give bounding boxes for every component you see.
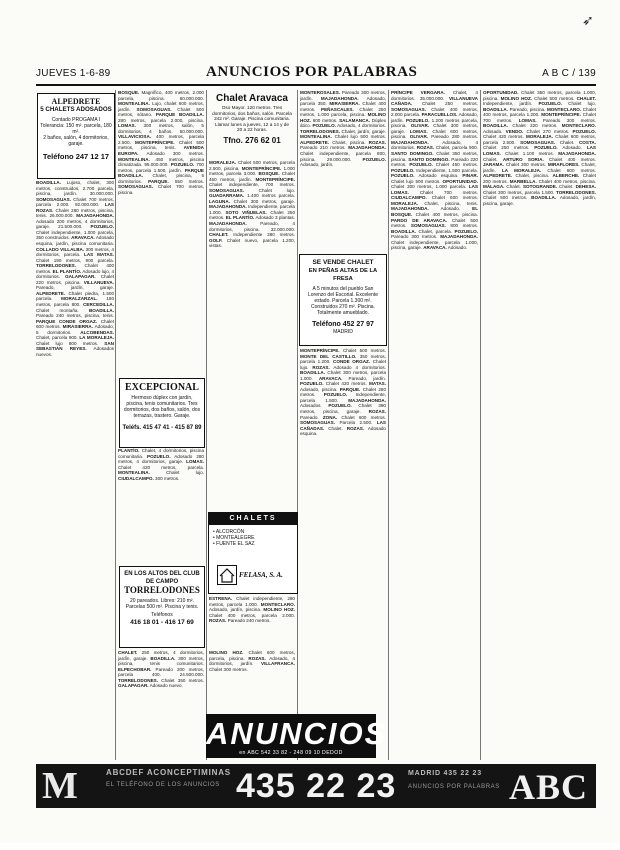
anuncios-phones: en ABC 542 33 82 - 248 09 10 DEDOD: [239, 750, 343, 756]
ad-subheadline: EN PEÑAS ALTAS DE LA FRESA: [308, 268, 378, 282]
column-divider: [388, 90, 389, 760]
alpedrete-chalets-ad: [37, 93, 115, 179]
anuncios-word: ANUNCIOS: [206, 716, 388, 751]
classified-text-block: MONTEROSALES. Pareado 300 metros, jardín. MAJADAHONDA. Adosado, parcela 350. MIRASIERRA. Chalet 400 metros. PEÑASCALES. Chalet 250 metros, 1.000 parcela, piscina. MOLINO HOZ. 600 metros. SALAMANCA. Dúplex ático. POZUELO. Adosado, 4 dormitorios. TORRELODONES. Chalet, jardín, garaje. MONTEALINA. Chalet lujo 500 metros. ALPEDRETE. Chalet, piscina. ROZAS. Pareado 210 metros. MAJADAHONDA. Chalet independiente, parcela 800, piscina. 29.000.000. POZUELO. Adosado, jardín.: [300, 90, 386, 168]
ad-headline: ALPEDRETE: [51, 97, 101, 106]
footer-right-text: MADRID 435 22 23: [408, 770, 482, 777]
ad-subheadline: DE CAMPO: [145, 579, 179, 585]
chalets-felasa-ad: [208, 512, 298, 594]
ad-phone: Teléfono 247 12 17: [42, 152, 110, 161]
classified-column-3b: [209, 596, 295, 648]
ad-body: Oso Mayor. 120 metros. Tres dormitorios, dos baños, salón. Parcela 242 m². Garaje. Piscina comunitaria. Llamar lunes a jueves, 12 a 14 y de 20 a 22 horas.: [212, 105, 292, 132]
footer-tagline-2: EL TELÉFONO DE LOS ANUNCIOS: [106, 782, 220, 788]
column-divider: [206, 90, 207, 760]
ad-line: • FUENTE EL SAZ: [213, 541, 255, 547]
ad-phone-label: Teléfonos: [151, 612, 173, 618]
ad-city: MADRID: [333, 329, 353, 335]
excepcional-ad: [119, 378, 205, 448]
ad-headline: EXCEPCIONAL: [125, 382, 199, 393]
ad-phone: 416 18 01 - 416 17 69: [130, 619, 194, 626]
footer-phone-number: 435 22 23: [236, 767, 397, 805]
page-header: [36, 66, 596, 82]
classified-text-block: MOLINO HOZ. Chalet 600 metros, parcela, piscina. ROZAS. Adosado, 4 dormitorios, jardín. VILLAFRANCA. Chalet 300 metros.: [209, 650, 295, 672]
abc-logo: ABC: [508, 767, 588, 807]
ad-line: • ALCORCÓN: [213, 529, 245, 535]
ad-phone: Tfno. 276 62 01: [223, 135, 281, 145]
chalet-penas-altas-ad: [299, 254, 387, 346]
footer-right-text-2: ANUNCIOS POR PALABRAS: [408, 784, 500, 790]
classified-text-block: MORALEJA. Chalet 500 metros, parcela 2.500, piscina. MONTEPRÍNCIPE. 1.000 metros, parcela 3.000. BOSQUE. Chalet 450 metros, jardín. MONTEPRÍNCIPE. Chalet independiente, 700 metros. SOMOSAGUAS. Chalet lujo. GUADARRAMA. 1.400 metros parcela. LAGUNA. Chalet 300 metros, garaje. MAJADAHONDA. Independiente, parcela 1.000. SOTO VIÑUELAS. Chalet 250 metros. EL PLANTÍO. Adosado 3 plantas. MAJADAHONDA. Pareado, 4 dormitorios, piscina. 32.000.000. CHALET. Independiente 380 metros. GOLF. Chalet nuevo, parcela 1.200, vistas.: [209, 160, 295, 249]
ad-line: Contado PROGAMA I: [51, 117, 101, 123]
classified-text-block: PLANTÍO. Chalet, 4 dormitorios, piscina comunitaria. POZUELO. Adosado 280 metros, 4 dormitorios, garaje. LOMAS. Chalet 420 metros, parcela. MONTEALINA. Chalet lujo. CIUDALCAMPO. 300 metros.: [118, 448, 204, 481]
ad-phone: Teléfs. 415 47 41 - 415 87 89: [122, 425, 202, 431]
classified-column-3c: [209, 650, 295, 712]
ad-body: Hermoso dúplex con jardín, piscina, tenis comunitarios. Tres dormitorios, dos baños, salón, dos terrazas, trastero. Garaje.: [123, 395, 201, 419]
ad-subheadline: 5 CHALETS ADOSADOS: [40, 106, 112, 113]
ad-headline: SE VENDE CHALET: [312, 259, 374, 266]
ad-town: TORRELODONES: [124, 585, 200, 595]
classified-text-block: MONTEPRÍNCIPE. Chalet 500 metros. MONTE DEL CASTILLO. 350 metros, parcela 1.200. CONDE ORGAZ. Chalet lujo. ROZAS. Adosado 4 dormitorios. BOADILLA. Chalet 300 metros, parcela 1.000. ARAVACA. Pareado, jardín. POZUELO. Chalet 420 metros. MATAS. Adosado, piscina. PARQUE. Chalet 280 metros. POZUELO. Independiente, parcela 1.500. MAJADAHONDA. Adosados. POZUELO. Chalet 390 metros, piscina, garaje. ROZAS. Pareado. ZONA. Chalet 600 metros. SOMOSAGUAS. Parcela 2.500. LAS CAÑADAS. Chalet. ROZAS. Adosado esquina.: [300, 348, 386, 437]
column-divider: [297, 90, 298, 760]
corner-mark-icon: ➶: [582, 12, 594, 28]
house-icon: [217, 565, 237, 585]
ad-line: 2 baños, salón, 4 dormitorios, garaje.: [43, 135, 109, 147]
classified-column-5: [391, 90, 478, 760]
ad-body: 20 pareados. Libres: 210 m². Parcelas 500 m². Piscina y tenis.: [125, 598, 199, 610]
classified-text-block: BOADILLA. Lujoso, chalet, 300 metros, construidos, 2.700 parcela, piscina, jardín. 30.000.000. SOMOSAGUAS. Chalet 700 metros, parcela 2.000. 92.000.000. LAS ROZAS. Chalet 280 metros, piscina, tenis. 26.000.000. MAJADAHONDA. Adosado 200 metros, 4 dormitorios, garaje. 21.500.000. POZUELO. Chalet independiente, 1.000 parcela, 350 construidos. ARAVACA. Adosado esquina, jardín, piscina comunitaria. COLLADO VILLALBA. 300 metros, 4 dormitorios, parcela. LAS MATAS. Chalet 190 metros, 900 parcela. TORRELODONES. Chalet 400 metros. EL PLANTÍO. Adosado lujo, 4 dormitorios. GALAPAGAR. Chalet 220 metros, piscina. VILLANUEVA. Pareado, jardín, garaje. ALPEDRETE. Chalet piedra, 1.500 parcela. MORALZARZAL. 180 metros, parcela 800. CERCEDILLA. Chalet montaña. BOADILLA. Pareado 240 metros, piscina, tenis. PARQUE CONDE ORGAZ. Chalet 600 metros. MIRASIERRA. Adosado, 5 dormitorios. ALCOBENDAS. Chalet, parcela 900. LA MORALEJA. Chalet lujo 800 metros. SAN SEBASTIÁN REYES. Adosados nuevos.: [36, 180, 114, 357]
column-divider: [480, 90, 481, 760]
ad-phone: Teléfono 452 27 97: [312, 321, 374, 328]
ad-line: • MONTEALEGRE: [213, 535, 255, 541]
ad-headline: CHALETS: [209, 513, 297, 525]
classified-text-block: CHALET. 250 metros, 4 dormitorios, jardín, garaje. BOADILLA. 300 metros, piscina, tenis comunitarios. ELPECHOBAR. Pareado 200 metros, parcela 400. 24.500.000. TORRELODONES. Chalet 350 metros. GALAPAGAR. Adosado nuevo.: [118, 650, 204, 689]
ad-body: A 5 minutos del pueblo San Lorenzo del Escorial. Excelente estado. Parcela 1.300 m². Construidos 270 m². Piscina. Totalmente amueblado.: [307, 286, 379, 316]
header-date: JUEVES 1-6-89: [36, 68, 111, 79]
altos-club-campo-ad: [119, 566, 205, 648]
ad-headline: Chalet Aravaca: [216, 93, 288, 104]
page-number: A B C / 139: [542, 68, 596, 79]
classified-column-6: [483, 90, 596, 760]
footer-tagline: ABCDEF ACONCEPTIMINAS: [106, 768, 231, 777]
column-divider: [115, 90, 116, 760]
footer-banner: [36, 764, 596, 808]
chalet-aravaca-ad: [210, 92, 294, 158]
classified-column-4b: [300, 348, 386, 708]
section-title: ANUNCIOS POR PALABRAS: [206, 64, 418, 80]
classified-text-block: ESTRENA. Chalet independiente, 280 metros, parcela 1.000. MONTECLARO. Adosado, jardín, piscina. MOLINO HOZ. Chalet 400 metros, parcela 2.000. ROZAS. Pareado 240 metros.: [209, 596, 295, 624]
ad-headline: EN LOS ALTOS DEL CLUB: [124, 571, 200, 577]
classified-text-block: PRÍNCIPE VERGARA. Chalet, 4 dormitorios. 35.000.000. VILLANUEVA CAÑADA. Chalet 250 metros. SOMOSAGUAS. Chalet 400 metros, 2.000 parcela. PARACUELLOS. Adosado, jardín. POZUELO. 1.200 metros parcela, piscina. OLIVAR. Chalet 300 metros, garaje. LOMAS. Chalet 600 metros, piscina. OLIVAR. Pareado 280 metros. MAJADAHONDA. Adosado, 4 dormitorios. ROZAS. Chalet, parcela 900. SANTO DOMINGO. Chalet 350 metros, piscina. SANTO DOMINGO. Pareado 220 metros. POZUELO. Chalet 450 metros. POZUELO. Independiente, 1.500 parcela. POZUELO. Adosado esquina. PINAR. Chalet lujo 500 metros. OPORTUNIDAD. Chalet 300 metros, 1.000 parcela. LAS LOMAS. Chalet 700 metros. CIUDALCAMPO. Chalet 600 metros. MORALEJA. Chalet, piscina, tenis. MAJADAHONDA. Adosado. EL BOSQUE. Chalet 400 metros, piscina. PARDO DE ARAVACA. Chalet 500 metros. SOMOSAGUAS. 800 metros. BOADILLA. Chalet, parcela. POZUELO. Pareado 300 metros. MAJADAHONDA. Chalet independiente, parcela 1.000, piscina, garaje. ARAVACA. Adosado.: [391, 90, 478, 251]
header-rule: [36, 84, 596, 86]
classified-text-block: BOSQUE. Magnífico, 400 metros, 2.000 parcela, piscina. 60.000.000. MONTEALINA. Lujo, chalet 600 metros, jardín. SOMOSAGUAS. Chalet 500 metros, sótano. PARQUE BOADILLA. 280 metros, parcela 2.000, piscina. LOMAS. 300 metros, salón, 5 dormitorios, 4 baños. 50.000.000. VILLAVICIOSA. 400 metros, parcela 2.500. MONTEPRÍNCIPE. Chalet 500 metros, piscina, tenis. AVENIDA EUROPA. Adosado 300 metros. MONTEALINA. 450 metros, piscina climatizada. 95.000.000. POZUELO. 700 metros, parcela 1.500, jardín. PARQUE BOADILLA. Chalet, piscina, 5 dormitorios. PARQUE. 550 metros. SOMOSAGUAS. Chalet 700 metros, piscina.: [118, 90, 204, 195]
classified-column-2b: [118, 448, 204, 494]
anuncios-promo-box: [206, 714, 388, 758]
classified-column-1: [36, 180, 114, 850]
ad-line: Tolerancia: 150 m². parcela, 180 m².: [40, 123, 112, 135]
footer-mark: M: [42, 765, 78, 807]
classified-column-4: [300, 90, 386, 250]
classified-text-block: OPORTUNIDAD. Chalet 350 metros, parcela 1.000, piscina. MOLINO HOZ. Chalet 500 metros. CHALET. Independiente, jardín. POZUELO. Chalet lujo. BOADILLA. Pareado, piscina. MONTECLARO. Chalet 400 metros, parcela 1.200. MONTEPRÍNCIPE. Chalet 700 metros. LOMAS. Pareado 300 metros. BOADILLA. Chalet 320 metros. MONTECLARO. Adosado. VENDO. Chalet 270 metros. POZUELO. Chalet 420 metros. MORALEJA. Chalet 600 metros, parcela 2.500. SOMOSAGUAS. Chalet. COSTA. Chalet 250 metros. POZUELO. Adosado. LAS LOMAS. Chalet 1.100 metros. MAJADAHONDA. Chalet. ARTURO SORIA. Chalet 400 metros. JARAMA. Chalet 300 metros. MIRAFLORES. Chalet, jardín. LA MORALEJA. Chalet 800 metros. ALPEDRETE. Chalet, piscina. ALBERCHE. Chalet 200 metros. MARBELLA. Chalet 400 metros, piscina. MÁLAGA. Chalet. SOTOGRANDE. Chalet. DEHESA. Chalet 300 metros, parcela 1.500. TORRELODONES. Chalet 500 metros. BOADILLA. Adosado, jardín, piscina, garaje.: [483, 90, 596, 206]
ad-logo: FELASA, S. A.: [239, 571, 283, 579]
